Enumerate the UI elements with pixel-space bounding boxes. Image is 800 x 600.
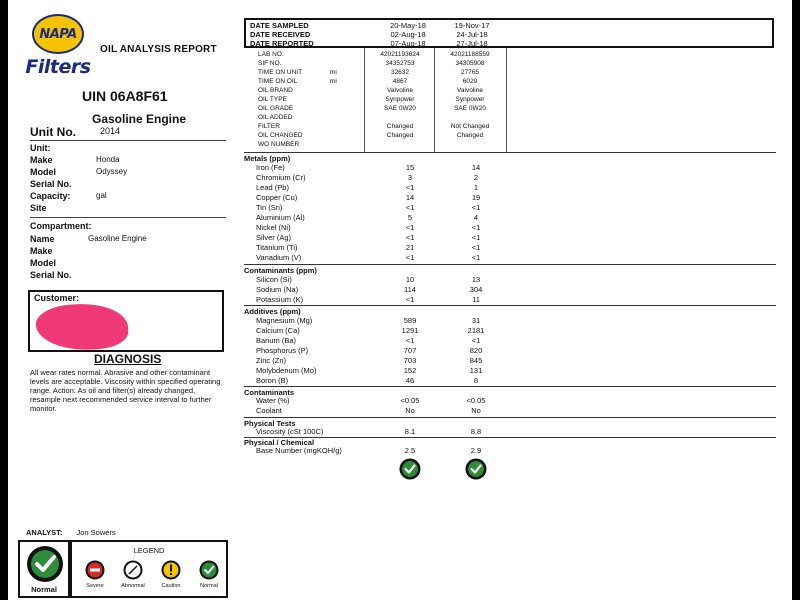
legend-label-abnormal: Abnormal bbox=[121, 583, 145, 589]
metal-label: Titanium (Ti) bbox=[256, 243, 298, 252]
diagnosis-title: DIAGNOSIS bbox=[94, 352, 162, 366]
info-value-1: SAE 0W20 bbox=[384, 105, 416, 112]
unit-make-label: Make bbox=[30, 155, 53, 165]
info-value-2: 42021188559 bbox=[450, 51, 490, 58]
info-value-1: Synpower bbox=[385, 96, 415, 103]
compartment-name-value: Gasoline Engine bbox=[88, 234, 147, 243]
info-value-2: 6029 bbox=[462, 78, 478, 85]
section-divider bbox=[244, 264, 776, 265]
overall-status-box bbox=[18, 540, 70, 598]
metal-value-2: <1 bbox=[471, 223, 481, 232]
physical-chemical-label: Base Number (mgKOH/g) bbox=[256, 446, 342, 455]
diagnosis-text: All wear rates normal. Abrasive and other contaminant levels are acceptable. Viscosity within specified operating range. Action: As oil and filter(s) already changed, resample next recommended service interval to further monitor. bbox=[30, 368, 221, 413]
unit-serial-label: Serial No. bbox=[30, 179, 72, 189]
sample-2-normal-icon bbox=[465, 458, 487, 480]
contaminant-label: Sodium (Na) bbox=[256, 285, 299, 294]
info-value-1: Changed bbox=[386, 132, 414, 139]
analyst-line bbox=[26, 528, 116, 537]
column-divider bbox=[506, 48, 507, 152]
contaminant-value-1: 114 bbox=[404, 285, 416, 294]
metal-label: Aluminium (Al) bbox=[256, 213, 305, 222]
additive-value-1: <1 bbox=[405, 336, 415, 345]
metal-value-1: 14 bbox=[405, 193, 415, 202]
section-title-additives: Additives (ppm) bbox=[244, 307, 301, 316]
additive-value-2: 820 bbox=[469, 346, 483, 355]
metal-value-2: 4 bbox=[473, 213, 479, 222]
metal-value-1: <1 bbox=[405, 183, 415, 192]
napa-filters-logo bbox=[22, 14, 94, 80]
contaminant-value-2: <0.05 bbox=[466, 396, 486, 405]
brand-word: Filters bbox=[25, 56, 91, 78]
metal-value-1: <1 bbox=[405, 203, 415, 212]
date-received-v2: 24-Jul-18 bbox=[456, 30, 488, 39]
metal-label: Chromium (Cr) bbox=[256, 173, 306, 182]
unit-model-value: Odyssey bbox=[96, 167, 128, 176]
legend-label-caution: Caution bbox=[161, 583, 181, 589]
contaminant-value-2: No bbox=[471, 406, 481, 415]
info-label: WO NUMBER bbox=[258, 141, 300, 148]
metal-value-1: <1 bbox=[405, 223, 415, 232]
contaminant-value-2: 11 bbox=[472, 295, 480, 304]
contaminant-label: Silicon (Si) bbox=[256, 275, 292, 284]
unit-no-label: Unit No. bbox=[30, 125, 76, 139]
physical-test-value-2: 8.8 bbox=[470, 427, 482, 436]
info-label: OIL GRADE bbox=[258, 105, 294, 112]
info-value-2: 27765 bbox=[460, 69, 480, 76]
metal-label: Copper (Cu) bbox=[256, 193, 298, 202]
info-label: OIL BRAND bbox=[258, 87, 293, 94]
section-title-physical-chemical: Physical / Chemical bbox=[244, 438, 315, 447]
legend-title: LEGEND bbox=[133, 546, 165, 555]
unit-make-value: Honda bbox=[96, 155, 120, 164]
legend-label-normal: Normal bbox=[200, 583, 218, 589]
additive-label: Calcium (Ca) bbox=[256, 326, 300, 335]
severe-icon bbox=[85, 560, 105, 580]
metal-value-2: <1 bbox=[471, 203, 481, 212]
date-received-label: DATE RECEIVED bbox=[250, 30, 311, 39]
date-reported-label: DATE REPORTED bbox=[250, 39, 314, 48]
metal-value-2: <1 bbox=[471, 243, 481, 252]
additive-value-1: 703 bbox=[403, 356, 417, 365]
engine-title: Gasoline Engine bbox=[92, 112, 187, 126]
additive-value-2: 131 bbox=[469, 366, 483, 375]
analyst-label: ANALYST: bbox=[26, 528, 63, 537]
contaminant-value-2: 304 bbox=[469, 285, 483, 294]
unit-model-label: Model bbox=[30, 167, 56, 177]
customer-box bbox=[28, 290, 224, 352]
additive-label: Boron (B) bbox=[256, 376, 289, 385]
unit-heading: Unit: bbox=[30, 143, 51, 153]
additive-value-2: 8 bbox=[473, 376, 479, 385]
section-title-metals: Metals (ppm) bbox=[244, 154, 291, 163]
section-divider bbox=[244, 417, 776, 418]
additive-value-1: 707 bbox=[403, 346, 417, 355]
redaction-mark bbox=[35, 302, 129, 353]
info-label: TIME ON UNIT bbox=[258, 69, 303, 76]
metal-value-1: 3 bbox=[407, 173, 413, 182]
unit-site-label: Site bbox=[30, 203, 47, 213]
divider bbox=[30, 140, 226, 141]
report-page bbox=[8, 0, 792, 600]
info-value-1: Valvoline bbox=[387, 87, 413, 94]
normal-status-icon bbox=[26, 545, 64, 583]
section-title-contaminants: Contaminants bbox=[244, 388, 295, 397]
info-value-1: 34352753 bbox=[385, 60, 415, 67]
compartment-make-label: Make bbox=[30, 246, 53, 256]
uin-number: UIN 06A8F61 bbox=[82, 88, 168, 104]
additive-value-2: 31 bbox=[471, 316, 481, 325]
section-title-contaminants-ppm: Contaminants (ppm) bbox=[244, 266, 317, 275]
metal-value-1: <1 bbox=[405, 253, 415, 262]
info-label: OIL TYPE bbox=[258, 96, 287, 103]
info-label: LAB NO. bbox=[258, 51, 284, 58]
info-value-1: 32632 bbox=[390, 69, 410, 76]
info-label: OIL ADDED bbox=[258, 114, 293, 121]
additive-value-1: 46 bbox=[405, 376, 415, 385]
metal-value-2: 19 bbox=[471, 193, 481, 202]
info-value-2: SAE 0W20 bbox=[454, 105, 486, 112]
additive-value-1: 589 bbox=[403, 316, 417, 325]
metal-value-2: 1 bbox=[473, 183, 479, 192]
additive-value-2: <1 bbox=[471, 336, 481, 345]
contaminant-value-1: <0.05 bbox=[400, 396, 420, 405]
contaminant-label: Water (%) bbox=[256, 396, 290, 405]
section-title-physical-tests: Physical Tests bbox=[244, 419, 296, 428]
compartment-heading: Compartment: bbox=[30, 221, 92, 231]
section-divider bbox=[244, 386, 776, 387]
additive-value-1: 152 bbox=[403, 366, 417, 375]
info-value-2: 34305908 bbox=[455, 60, 485, 67]
metal-label: Vanadium (V) bbox=[256, 253, 302, 262]
additive-label: Barium (Ba) bbox=[256, 336, 297, 345]
date-sampled-v1: 20-May-18 bbox=[390, 21, 426, 30]
metal-value-2: 14 bbox=[471, 163, 481, 172]
date-header-box bbox=[244, 18, 774, 48]
legend-item-abnormal bbox=[116, 560, 150, 589]
sample-1-normal-icon bbox=[399, 458, 421, 480]
contaminant-value-1: No bbox=[405, 406, 415, 415]
info-label: FILTER bbox=[258, 123, 280, 130]
contaminant-value-1: <1 bbox=[405, 295, 415, 304]
divider bbox=[30, 217, 226, 218]
date-received-v1: 02-Aug-18 bbox=[390, 30, 426, 39]
metal-value-1: 21 bbox=[405, 243, 415, 252]
section-divider bbox=[244, 152, 776, 153]
metal-label: Nickel (Ni) bbox=[256, 223, 291, 232]
physical-chemical-value-1: 2.5 bbox=[404, 446, 416, 455]
info-unit: mi bbox=[330, 78, 337, 85]
normal-icon bbox=[199, 560, 219, 580]
contaminant-value-2: 13 bbox=[471, 275, 481, 284]
report-title: OIL ANALYSIS REPORT bbox=[100, 44, 217, 55]
compartment-model-label: Model bbox=[30, 258, 56, 268]
analyst-name: Jon Sowers bbox=[76, 528, 116, 537]
customer-label: Customer: bbox=[34, 293, 80, 303]
additive-value-2: 2181 bbox=[467, 326, 485, 335]
additive-value-2: 845 bbox=[469, 356, 483, 365]
legend-item-normal bbox=[192, 560, 226, 589]
metal-value-1: <1 bbox=[405, 233, 415, 242]
additive-label: Molybdenum (Mo) bbox=[256, 366, 317, 375]
info-value-2: Valvoline bbox=[457, 87, 483, 94]
additive-label: Zinc (Zn) bbox=[256, 356, 286, 365]
abnormal-icon bbox=[123, 560, 143, 580]
section-divider bbox=[244, 305, 776, 306]
metal-value-1: 5 bbox=[407, 213, 413, 222]
info-label: TIME ON OIL bbox=[258, 78, 298, 85]
physical-test-label: Viscosity (cSt 100C) bbox=[256, 427, 324, 436]
info-value-2: Not Changed bbox=[450, 123, 490, 130]
metal-value-2: 2 bbox=[473, 173, 479, 182]
date-sampled-label: DATE SAMPLED bbox=[250, 21, 309, 30]
info-label: SIF NO. bbox=[258, 60, 282, 67]
legend-item-severe bbox=[78, 560, 112, 589]
brand-label: NAPA bbox=[39, 26, 77, 42]
contaminant-value-1: 10 bbox=[405, 275, 415, 284]
contaminant-label: Coolant bbox=[256, 406, 282, 415]
info-value-2: Synpower bbox=[455, 96, 485, 103]
additive-label: Magnesium (Mg) bbox=[256, 316, 313, 325]
info-unit: mi bbox=[330, 69, 337, 76]
legend-item-caution bbox=[154, 560, 188, 589]
overall-status-label: Normal bbox=[31, 585, 57, 594]
metal-value-2: <1 bbox=[471, 233, 481, 242]
unit-capacity-label: Capacity: bbox=[30, 191, 71, 201]
metal-value-1: 15 bbox=[405, 163, 415, 172]
additive-label: Phosphorus (P) bbox=[256, 346, 309, 355]
metal-label: Iron (Fe) bbox=[256, 163, 285, 172]
info-value-2: Changed bbox=[456, 132, 484, 139]
contaminant-label: Potassium (K) bbox=[256, 295, 304, 304]
date-reported-v1: 07-Aug-18 bbox=[390, 39, 426, 48]
caution-icon bbox=[161, 560, 181, 580]
date-reported-v2: 27-Jul-18 bbox=[456, 39, 488, 48]
physical-chemical-value-2: 2.9 bbox=[470, 446, 482, 455]
info-label: OIL CHANGED bbox=[258, 132, 303, 139]
compartment-name-label: Name bbox=[30, 234, 55, 244]
compartment-serial-label: Serial No. bbox=[30, 270, 72, 280]
legend-label-severe: Severe bbox=[86, 583, 104, 589]
info-value-1: Changed bbox=[386, 123, 414, 130]
info-value-1: 42021193624 bbox=[380, 51, 420, 58]
unit-capacity-value: gal bbox=[96, 191, 107, 200]
metal-label: Silver (Ag) bbox=[256, 233, 292, 242]
physical-test-value-1: 8.1 bbox=[404, 427, 416, 436]
section-divider bbox=[244, 437, 776, 438]
legend-box bbox=[70, 540, 228, 598]
metal-label: Tin (Sn) bbox=[256, 203, 283, 212]
info-value-1: 4867 bbox=[392, 78, 408, 85]
additive-value-1: 1291 bbox=[401, 326, 419, 335]
date-sampled-v2: 19-Nov-17 bbox=[454, 21, 490, 30]
metal-value-2: <1 bbox=[471, 253, 481, 262]
unit-no-value: 2014 bbox=[100, 126, 121, 136]
napa-badge bbox=[32, 14, 84, 54]
metal-label: Lead (Pb) bbox=[256, 183, 289, 192]
